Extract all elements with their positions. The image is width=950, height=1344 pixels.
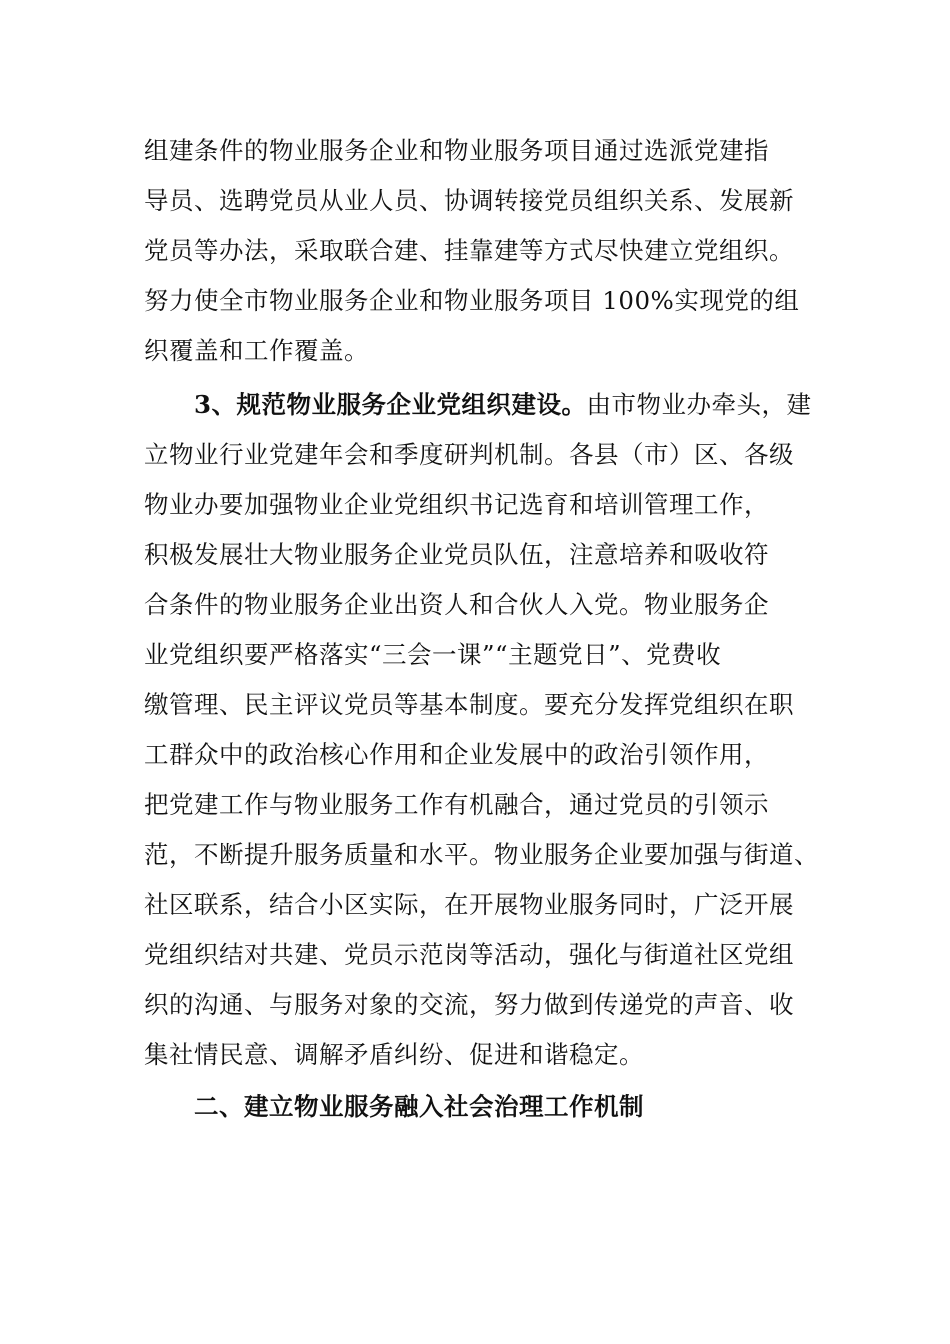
paragraph-line: 把党建工作与物业服务工作有机融合，通过党员的引领示 bbox=[144, 790, 769, 819]
paragraph-line: 组建条件的物业服务企业和物业服务项目通过选派党建指 bbox=[144, 136, 769, 165]
paragraph-line: 党员等办法，采取联合建、挂靠建等方式尽快建立党组织。 bbox=[144, 236, 794, 265]
paragraph-text: 由市物业办牵头，建 bbox=[586, 390, 812, 419]
paragraph-line: 努力使全市物业服务企业和物业服务项目 100%实现党的组 bbox=[144, 286, 800, 315]
paragraph-line: 物业办要加强物业企业党组织书记选育和培训管理工作， bbox=[144, 490, 769, 519]
paragraph-line: 业党组织要严格落实“三会一课”“主题党日”、党费收 bbox=[144, 640, 722, 669]
subsection-heading: 3、规范物业服务企业党组织建设。 bbox=[194, 390, 587, 419]
paragraph-line: 织覆盖和工作覆盖。 bbox=[144, 336, 369, 365]
paragraph-line: 立物业行业党建年会和季度研判机制。各县（市）区、各级 bbox=[144, 440, 794, 469]
paragraph-first-line bbox=[194, 380, 812, 430]
paragraph-line: 织的沟通、与服务对象的交流，努力做到传递党的声音、收 bbox=[144, 990, 794, 1019]
paragraph-line: 范，不断提升服务质量和水平。物业服务企业要加强与街道、 bbox=[144, 840, 819, 869]
paragraph-line: 党组织结对共建、党员示范岗等活动，强化与街道社区党组 bbox=[144, 940, 794, 969]
paragraph-line: 缴管理、民主评议党员等基本制度。要充分发挥党组织在职 bbox=[144, 690, 794, 719]
paragraph-line: 合条件的物业服务企业出资人和合伙人入党。物业服务企 bbox=[144, 590, 769, 619]
paragraph-line: 社区联系，结合小区实际，在开展物业服务同时，广泛开展 bbox=[144, 890, 794, 919]
paragraph-line: 集社情民意、调解矛盾纠纷、促进和谐稳定。 bbox=[144, 1040, 644, 1069]
section-heading: 二、建立物业服务融入社会治理工作机制 bbox=[194, 1092, 644, 1121]
paragraph-line: 导员、选聘党员从业人员、协调转接党员组织关系、发展新 bbox=[144, 186, 794, 215]
paragraph-line: 积极发展壮大物业服务企业党员队伍，注意培养和吸收符 bbox=[144, 540, 769, 569]
paragraph-line: 工群众中的政治核心作用和企业发展中的政治引领作用， bbox=[144, 740, 769, 769]
